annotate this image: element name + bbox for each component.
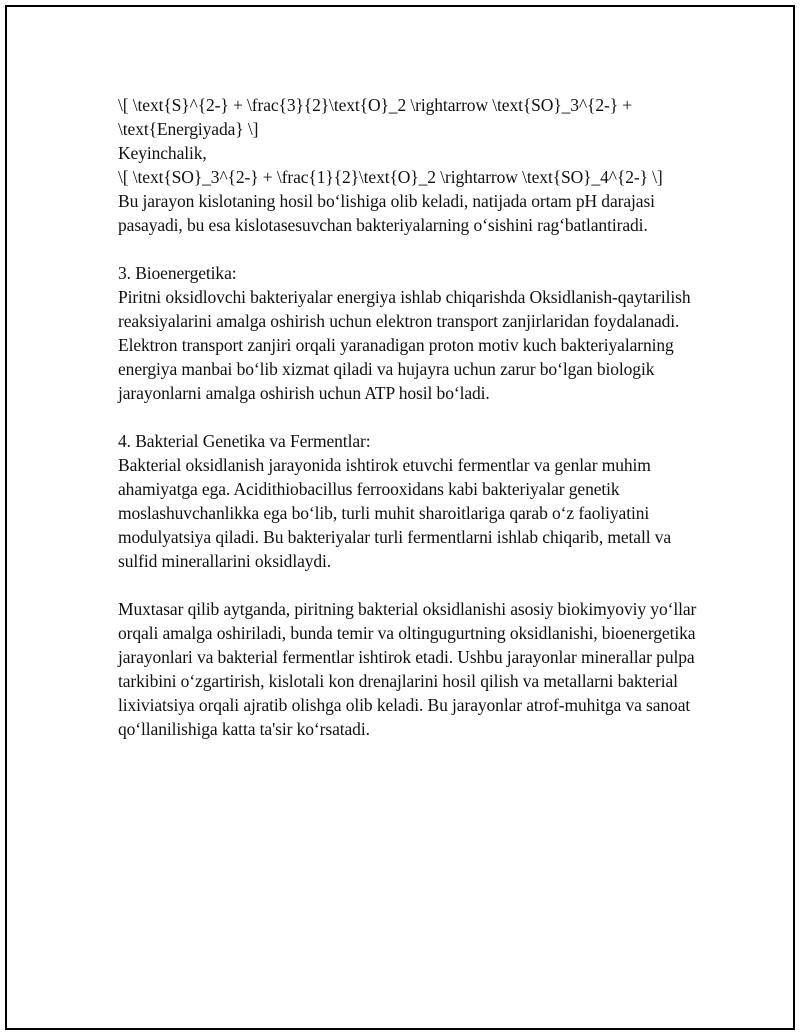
paragraph-gap bbox=[118, 405, 698, 429]
paragraph-gap bbox=[118, 237, 698, 261]
keyinchalik-label: Keyinchalik, bbox=[118, 143, 207, 163]
paragraph-acid-formation: Bu jarayon kislotaning hosil bo‘lishiga olib keladi, natijada ortam pH darajasi pasayadi, bu esa kislotasesuvchan bakteriyalarning o‘sishini rag‘batlantiradi. bbox=[118, 191, 655, 235]
section-4-body: Bakterial oksidlanish jarayonida ishtirok etuvchi fermentlar va genlar muhim ahamiyatga ega. Acidithiobacillus ferrooxidans kabi bakteriyalar genetik moslashuvchanlikka ega bo‘lib, turli muhit sharoitlariga qarab o‘z faoliyatini modulyatsiya qiladi. Bu bakteriyalar turli fermentlarni ishlab chiqarib, metall va sulfid minerallarini oksidlaydi. bbox=[118, 455, 672, 571]
section-3-heading: 3. Bioenergetika: bbox=[118, 263, 237, 283]
page-frame bbox=[5, 5, 795, 1030]
paragraph-gap bbox=[118, 573, 698, 597]
section-3-body: Piritni oksidlovchi bakteriyalar energiya ishlab chiqarishda Oksidlanish-qaytarilish reaksiyalarini amalga oshirish uchun elektron transport zanjirlaridan foydalanadi. Elektron transport zanjiri orqali yaranadigan proton motiv kuch bakteriyalarning energiya manbai bo‘lib xizmat qiladi va hujayra uchun zarur bo‘lgan biologik jarayonlarni amalga oshirish uchun ATP hosil bo‘ladi. bbox=[118, 287, 691, 403]
section-4-heading: 4. Bakterial Genetika va Fermentlar: bbox=[118, 431, 371, 451]
equation-sulfide-to-sulfite: \[ \text{S}^{2-} + \frac{3}{2}\text{O}_2 \rightarrow \text{SO}_3^{2-} + \text{Energiyada} \] bbox=[118, 95, 633, 139]
summary-paragraph: Muxtasar qilib aytganda, piritning bakterial oksidlanishi asosiy biokimyoviy yo‘llar orqali amalga oshiriladi, bunda temir va oltingugurtning oksidlanishi, bioenergetika jarayonlari va bakterial fermentlar ishtirok etadi. Ushbu jarayonlar minerallar pulpa tarkibini o‘zgartirish, kislotali kon drenajlarini hosil qilish va metallarni bakterial lixiviatsiya orqali ajratib olishga olib keladi. Bu jarayonlar atrof-muhitga va sanoat qo‘llanilishiga katta ta'sir ko‘rsatadi. bbox=[118, 599, 697, 739]
document-body bbox=[118, 93, 698, 741]
equation-sulfite-to-sulfate: \[ \text{SO}_3^{2-} + \frac{1}{2}\text{O}_2 \rightarrow \text{SO}_4^{2-} \] bbox=[118, 167, 663, 187]
